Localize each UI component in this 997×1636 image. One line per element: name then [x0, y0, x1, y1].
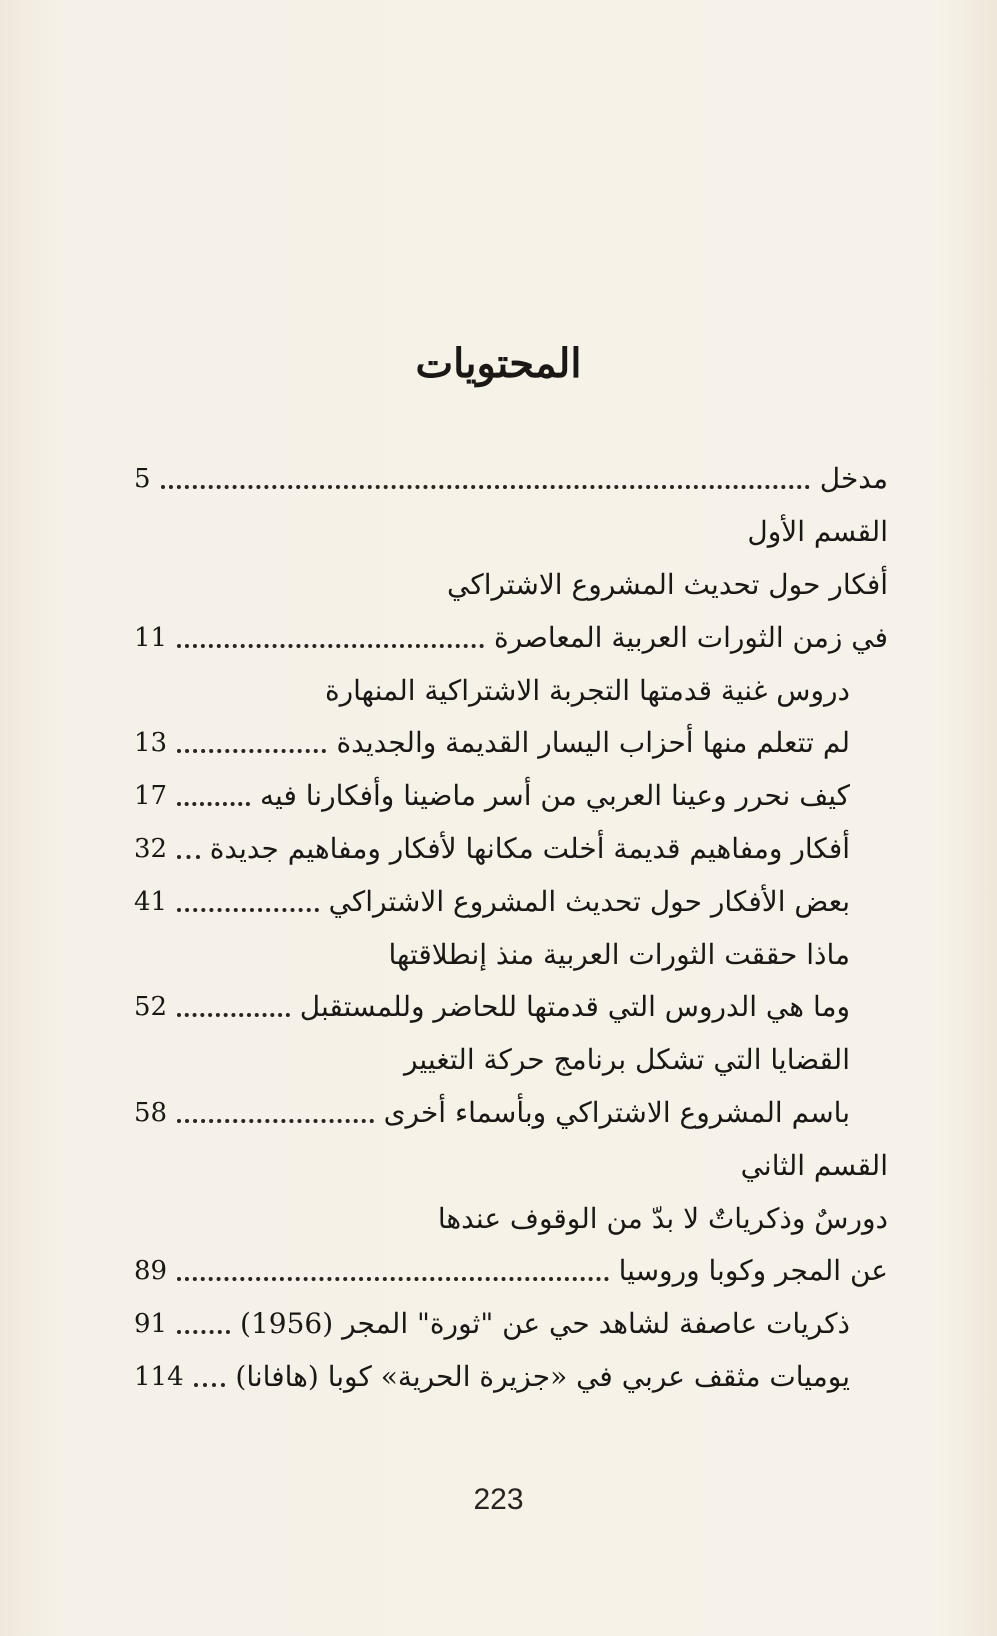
- toc-entry-title: مدخل: [819, 462, 888, 496]
- toc-entry-page-number: 52: [134, 992, 168, 1023]
- dot-leader: [177, 1013, 290, 1017]
- toc-entry: [134, 875, 888, 928]
- dot-leader: [194, 1383, 226, 1387]
- toc-entry-page-number: 32: [134, 833, 168, 864]
- toc-entry: [134, 506, 888, 559]
- toc-entry: [134, 1351, 888, 1404]
- toc-entry-title: دورسٌ وذكرياتٌ لا بدّ من الوقوف عندها: [437, 1201, 888, 1235]
- toc-entry-title: القضايا التي تشكل برنامج حركة التغيير: [403, 1043, 850, 1077]
- dot-leader: [177, 1119, 374, 1123]
- toc-entry-page-number: 5: [134, 464, 151, 495]
- toc-entry: [134, 1087, 888, 1140]
- dot-leader: [177, 855, 200, 859]
- dot-leader: [161, 485, 810, 489]
- toc-entry-title: ذكريات عاصفة لشاهد حي عن "ثورة" المجر (1956): [240, 1307, 850, 1341]
- toc-entry-title: دروس غنية قدمتها التجربة الاشتراكية المنهارة: [324, 673, 850, 707]
- toc-entry-title: ماذا حققت الثورات العربية منذ إنطلاقتها: [388, 937, 850, 971]
- toc-entry: [134, 611, 888, 664]
- toc-entry-page-number: 41: [134, 886, 168, 917]
- page-title: المحتويات: [415, 340, 582, 387]
- toc-entry: [134, 770, 888, 823]
- toc-entry-title: القسم الثاني: [740, 1148, 888, 1182]
- toc-entry-page-number: 17: [134, 781, 168, 812]
- toc-entry-title: أفكار حول تحديث المشروع الاشتراكي: [447, 567, 888, 601]
- toc-entry: [134, 1192, 888, 1245]
- toc-entry-page-number: 91: [134, 1309, 168, 1340]
- toc-entry-title: كيف نحرر وعينا العربي من أسر ماضينا وأفكارنا فيه: [260, 779, 850, 813]
- dot-leader: [177, 1277, 609, 1281]
- toc-entry: [134, 1034, 888, 1087]
- dot-leader: [177, 908, 318, 912]
- toc-entry-title: أفكار ومفاهيم قديمة أخلت مكانها لأفكار ومفاهيم جديدة: [209, 831, 850, 865]
- toc-entry-title: لم تتعلم منها أحزاب اليسار القديمة والجديدة: [336, 726, 850, 760]
- toc-entry-title: بعض الأفكار حول تحديث المشروع الاشتراكي: [328, 884, 850, 918]
- toc-entry-title: باسم المشروع الاشتراكي وبأسماء أخرى: [383, 1095, 850, 1129]
- toc-entry-page-number: 11: [134, 622, 168, 653]
- toc-entry: [134, 453, 888, 506]
- toc-entry: [134, 1245, 888, 1298]
- dot-leader: [177, 1330, 230, 1334]
- page-number: 223: [473, 1483, 524, 1516]
- toc-entry: [134, 1298, 888, 1351]
- toc-entry-page-number: 58: [134, 1097, 168, 1128]
- toc-entry: [134, 717, 888, 770]
- toc-entry-page-number: 114: [134, 1361, 184, 1392]
- toc-entry: [134, 981, 888, 1034]
- dot-leader: [177, 644, 484, 648]
- table-of-contents: [134, 453, 888, 1403]
- toc-entry: [134, 928, 888, 981]
- toc-entry-title: يوميات مثقف عربي في «جزيرة الحرية» كوبا (هافانا): [235, 1359, 850, 1393]
- toc-entry-title: في زمن الثورات العربية المعاصرة: [494, 620, 888, 654]
- toc-entry-page-number: 13: [134, 728, 168, 759]
- toc-entry: [134, 823, 888, 876]
- toc-entry-title: عن المجر وكوبا وروسيا: [618, 1254, 888, 1288]
- toc-entry: [134, 559, 888, 612]
- dot-leader: [177, 802, 250, 806]
- toc-entry-page-number: 89: [134, 1256, 168, 1287]
- toc-entry: [134, 1139, 888, 1192]
- toc-entry-title: وما هي الدروس التي قدمتها للحاضر وللمستقبل: [299, 990, 850, 1024]
- dot-leader: [177, 749, 326, 753]
- toc-entry: [134, 664, 888, 717]
- toc-entry-title: القسم الأول: [747, 515, 888, 549]
